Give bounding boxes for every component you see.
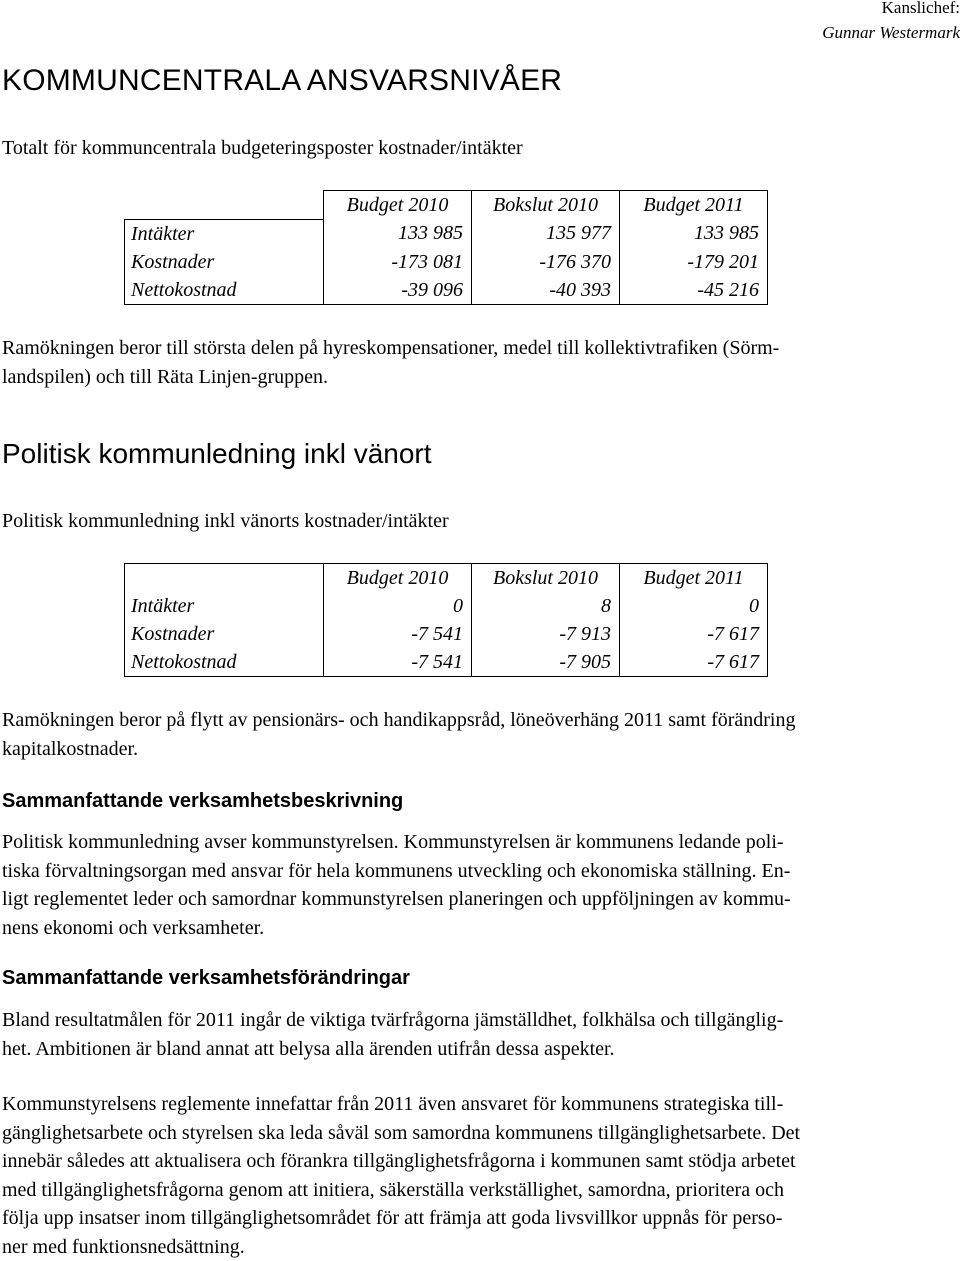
table-header-row bbox=[125, 191, 768, 220]
column-header: Bokslut 2010 bbox=[472, 191, 620, 220]
text-line: Kommunstyrelsens reglemente innefattar från 2011 även ansvaret för kommunens strategiska till- bbox=[2, 1090, 958, 1119]
table-cell: 8 bbox=[472, 592, 620, 620]
table-cell: -40 393 bbox=[472, 276, 620, 305]
section1-note bbox=[2, 334, 958, 391]
section1-subtitle: Totalt för kommuncentrala budgeteringsposter kostnader/intäkter bbox=[2, 134, 958, 163]
table-cell: -176 370 bbox=[472, 248, 620, 276]
text-line: innebär således att aktualisera och förankra tillgänglighetsfrågorna i kommunen samt stödja arbetet bbox=[2, 1147, 958, 1176]
table-cell: -179 201 bbox=[620, 248, 768, 276]
text-line: gänglighetsarbete och styrelsen ska leda såväl som samordna kommunens tillgänglighetsarbete. Det bbox=[2, 1119, 958, 1148]
row-label: Intäkter bbox=[125, 219, 324, 248]
header-role: Kanslichef: bbox=[822, 0, 960, 20]
text-line: Ramökningen beror på flytt av pensionärs- och handikappsråd, löneöverhäng 2011 samt förändring bbox=[2, 706, 958, 735]
table-cell: -7 617 bbox=[620, 620, 768, 648]
table-cell: 135 977 bbox=[472, 219, 620, 248]
section4-para1 bbox=[2, 1006, 958, 1063]
row-label: Kostnader bbox=[125, 620, 324, 648]
column-header: Budget 2010 bbox=[324, 564, 472, 593]
table-cell: 133 985 bbox=[324, 219, 472, 248]
table-cell: -7 541 bbox=[324, 648, 472, 677]
section2-subtitle: Politisk kommunledning inkl vänorts kostnader/intäkter bbox=[2, 507, 958, 536]
table-row bbox=[125, 248, 768, 276]
table-row bbox=[125, 219, 768, 248]
table-cell: 0 bbox=[620, 592, 768, 620]
table-row bbox=[125, 648, 768, 677]
page-header bbox=[822, 0, 960, 45]
section1-title: KOMMUNCENTRALA ANSVARSNIVÅER bbox=[2, 64, 562, 98]
text-line: tiska förvaltningsorgan med ansvar för hela kommunens utveckling och ekonomiska ställning. En- bbox=[2, 857, 958, 886]
text-line: med tillgänglighetsfrågorna genom att initiera, säkerställa verkställighet, samordna, prioritera och bbox=[2, 1176, 958, 1205]
text-line: het. Ambitionen är bland annat att belysa alla ärenden utifrån dessa aspekter. bbox=[2, 1035, 958, 1064]
table-row bbox=[125, 276, 768, 305]
section3-body bbox=[2, 828, 958, 942]
text-line: Politisk kommunledning avser kommunstyrelsen. Kommunstyrelsen är kommunens ledande poli- bbox=[2, 828, 958, 857]
table-cell: -7 617 bbox=[620, 648, 768, 677]
column-header: Budget 2011 bbox=[620, 564, 768, 593]
text-line: Ramökningen beror till största delen på hyreskompensationer, medel till kollektivtrafiken (Sörm- bbox=[2, 334, 958, 363]
row-label: Intäkter bbox=[125, 592, 324, 620]
row-label: Nettokostnad bbox=[125, 648, 324, 677]
text-line: landspilen) och till Räta Linjen-gruppen. bbox=[2, 363, 958, 392]
section2-title: Politisk kommunledning inkl vänort bbox=[2, 438, 432, 470]
table-cell: -7 913 bbox=[472, 620, 620, 648]
column-header: Bokslut 2010 bbox=[472, 564, 620, 593]
table-row bbox=[125, 592, 768, 620]
section4-title: Sammanfattande verksamhetsförändringar bbox=[2, 967, 410, 990]
section2-table bbox=[124, 563, 768, 677]
section2-note bbox=[2, 706, 958, 763]
row-label: Kostnader bbox=[125, 248, 324, 276]
table-cell: -173 081 bbox=[324, 248, 472, 276]
table-row bbox=[125, 620, 768, 648]
header-name: Gunnar Westermark bbox=[822, 20, 960, 45]
section4-para2 bbox=[2, 1090, 958, 1261]
text-line: kapitalkostnader. bbox=[2, 735, 958, 764]
column-header: Budget 2010 bbox=[324, 191, 472, 220]
text-line: Bland resultatmålen för 2011 ingår de viktiga tvärfrågorna jämställdhet, folkhälsa och tillgänglig- bbox=[2, 1006, 958, 1035]
table-cell: -7 905 bbox=[472, 648, 620, 677]
table-cell: -7 541 bbox=[324, 620, 472, 648]
text-line: ner med funktionsnedsättning. bbox=[2, 1233, 958, 1261]
table-cell: -45 216 bbox=[620, 276, 768, 305]
text-line: följa upp insatser inom tillgänglighetsområdet för att främja att goda livsvillkor uppnås för perso- bbox=[2, 1204, 958, 1233]
text-line: nens ekonomi och verksamheter. bbox=[2, 914, 958, 943]
section3-title: Sammanfattande verksamhetsbeskrivning bbox=[2, 790, 403, 813]
section1-table bbox=[124, 190, 768, 305]
table-cell: 0 bbox=[324, 592, 472, 620]
table-header-row bbox=[125, 564, 768, 593]
table-cell: 133 985 bbox=[620, 219, 768, 248]
table-cell: -39 096 bbox=[324, 276, 472, 305]
row-label: Nettokostnad bbox=[125, 276, 324, 305]
column-header: Budget 2011 bbox=[620, 191, 768, 220]
text-line: ligt reglementet leder och samordnar kommunstyrelsen planeringen och uppföljningen av kommu- bbox=[2, 885, 958, 914]
